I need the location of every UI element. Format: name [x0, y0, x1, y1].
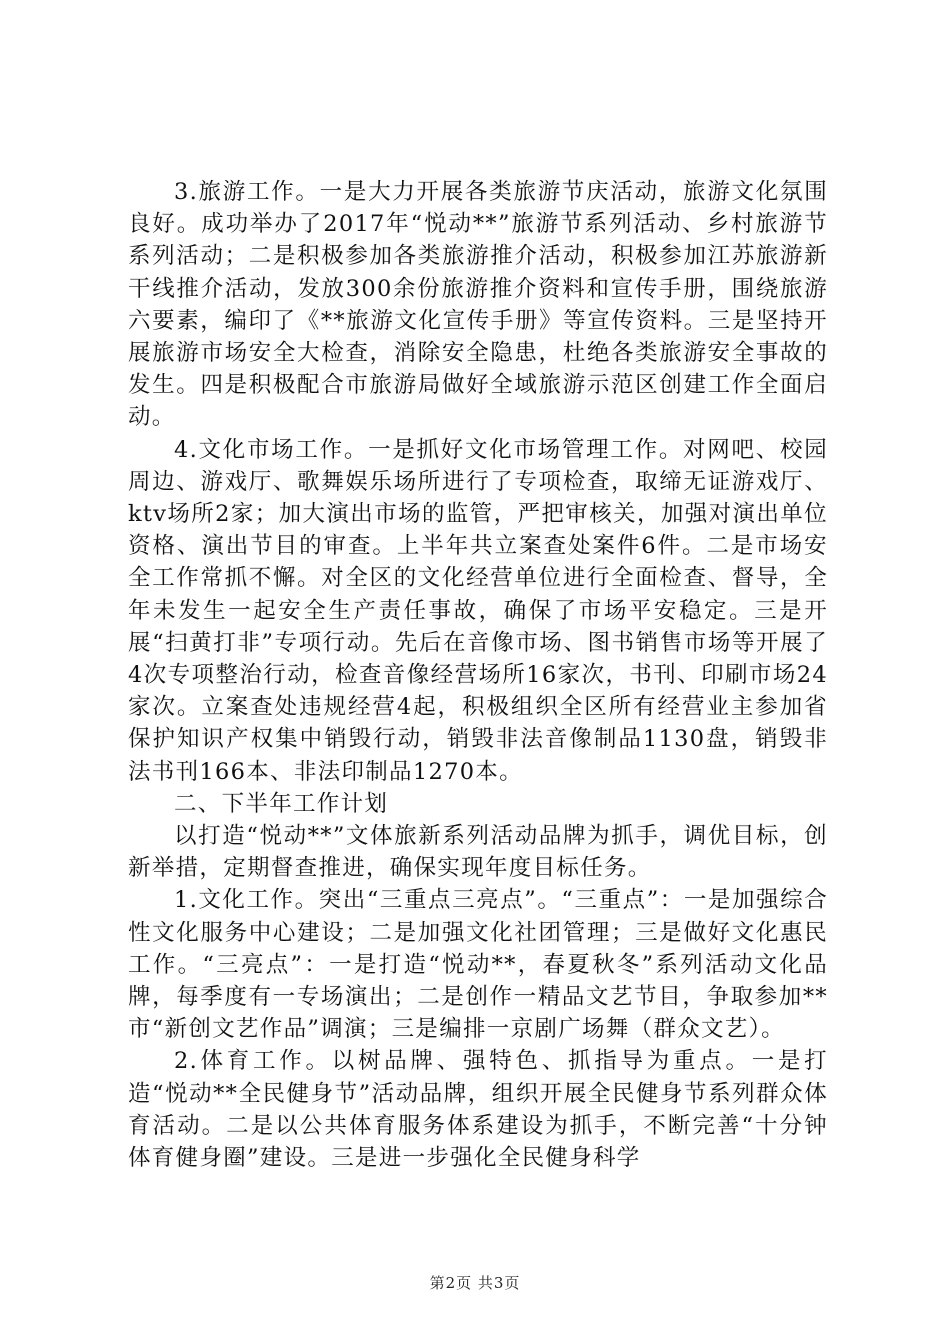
- section-heading-second-half-plan: 二、下半年工作计划: [174, 790, 389, 817]
- page-number-footer: 第2页 共3页: [429, 1274, 521, 1292]
- paragraph-tourism-work: 3.旅游工作。一是大力开展各类旅游节庆活动，旅游文化氛围良好。成功举办了2017年“悦动**”旅游节系列活动、乡村旅游节系列活动；二是积极参加各类旅游推介活动，积极参加江苏旅游新干线推介活动，发放300余份旅游推介资料和宣传手册，围绕旅游六要素，编印了《**旅游文化宣传手册》等宣传资料。三是坚持开展旅游市场安全大检查，消除安全隐患，杜绝各类旅游安全事故的发生。四是积极配合市旅游局做好全域旅游示范区创建工作全面启动。: [128, 179, 828, 431]
- paragraph-culture-work-plan: 1.文化工作。突出“三重点三亮点”。“三重点”：一是加强综合性文化服务中心建设；二是加强文化社团管理；三是做好文化惠民工作。“三亮点”：一是打造“悦动**，春夏秋冬”系列活动文化品牌，每季度有一专场演出；二是创作一精品文艺节目，争取参加**市“新创文艺作品”调演；三是编排一京剧广场舞（群众文艺）。: [128, 887, 828, 1043]
- paragraph-sports-work-plan: 2.体育工作。以树品牌、强特色、抓指导为重点。一是打造“悦动**全民健身节”活动品牌，组织开展全民健身节系列群众体育活动。二是以公共体育服务体系建设为抓手，不断完善“十分钟体育健身圈”建设。三是进一步强化全民健身科学: [128, 1048, 828, 1172]
- paragraph-culture-market-work: 4.文化市场工作。一是抓好文化市场管理工作。对网吧、校园周边、游戏厅、歌舞娱乐场所进行了专项检查，取缔无证游戏厅、ktv场所2家；加大演出市场的监管，严把审核关，加强对演出单位资格、演出节目的审查。上半年共立案查处案件6件。二是市场安全工作常抓不懈。对全区的文化经营单位进行全面检查、督导，全年未发生一起安全生产责任事故，确保了市场平安稳定。三是开展“扫黄打非”专项行动。先后在音像市场、图书销售市场等开展了4次专项整治行动，检查音像经营场所16家次，书刊、印刷市场24家次。立案查处违规经营4起，积极组织全区所有经营业主参加省保护知识产权集中销毁行动，销毁非法音像制品1130盘，销毁非法书刊166本、非法印制品1270本。: [128, 436, 828, 785]
- document-body: [128, 176, 828, 1174]
- paragraph-plan-intro: 以打造“悦动**”文体旅新系列活动品牌为抓手，调优目标，创新举措，定期督查推进，确保实现年度目标任务。: [128, 823, 828, 882]
